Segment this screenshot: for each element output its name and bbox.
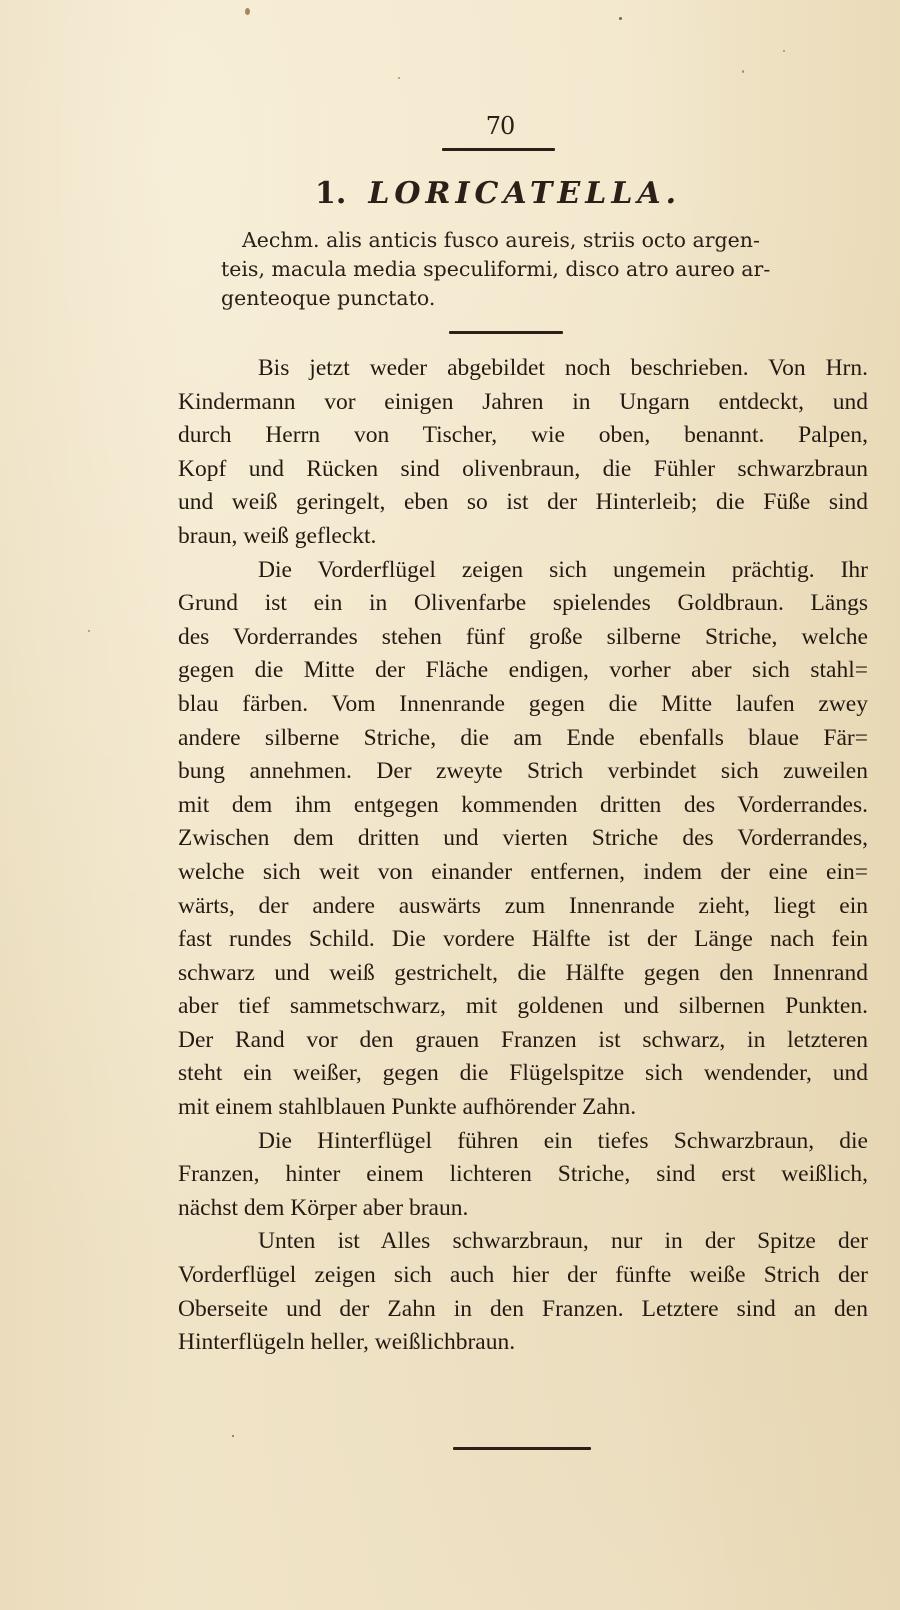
header-rule [442, 148, 555, 151]
text-line: Der Rand vor den grauen Franzen ist schwarz, in letzteren [178, 1026, 868, 1053]
paper-speck [783, 50, 785, 52]
paper-speck [398, 77, 400, 79]
section-rule [449, 331, 563, 334]
text-line: und weiß geringelt, eben so ist der Hinterleib; die Füße sind [178, 489, 868, 516]
text-line: wärts, der andere auswärts zum Innenrande zieht, liegt ein [178, 892, 868, 919]
paper-speck [88, 630, 90, 632]
text-line: fast rundes Schild. Die vordere Hälfte ist der Länge nach fein [178, 926, 868, 953]
text-line: Kindermann vor einigen Jahren in Ungarn entdeckt, und [178, 388, 868, 415]
text-line: aber tief sammetschwarz, mit goldenen und silbernen Punkten. [178, 993, 868, 1020]
text-line: braun, weiß gefleckt. [178, 522, 377, 549]
text-line: Grund ist ein in Olivenfarbe spielendes Goldbraun. Längs [178, 590, 868, 617]
text-line: Die Vorderflügel zeigen sich ungemein prächtig. Ihr [258, 556, 868, 583]
text-line: Vorderflügel zeigen sich auch hier der fünfte weiße Strich der [178, 1262, 868, 1289]
text-line: Oberseite und der Zahn in den Franzen. Letztere sind an den [178, 1295, 868, 1322]
species-number: 1. [315, 176, 347, 211]
text-line: mit einem stahlblauen Punkte aufhörender Zahn. [178, 1094, 637, 1121]
text-line: welche sich weit von einander entfernen, indem der eine ein= [178, 858, 868, 885]
paper-speck [742, 70, 744, 73]
text-line: Zwischen dem dritten und vierten Striche des Vorderrandes, [178, 825, 868, 852]
text-line: Unten ist Alles schwarzbraun, nur in der Spitze der [258, 1228, 868, 1255]
text-line: des Vorderrandes stehen fünf große silberne Striche, welche [178, 623, 868, 650]
text-line: Bis jetzt weder abgebildet noch beschrieben. Von Hrn. [258, 355, 868, 381]
paper-speck [232, 1435, 234, 1437]
page-number: 70 [485, 112, 515, 140]
text-line: bung annehmen. Der zweyte Strich verbindet sich zuweilen [178, 758, 868, 785]
text-line: Hinterflügeln heller, weißlichbraun. [178, 1329, 516, 1356]
diagnosis-line: teis, macula media speculiformi, disco atro aureo ar- [221, 257, 771, 281]
text-line: mit dem ihm entgegen kommenden dritten des Vorderrandes. [178, 791, 868, 818]
paper-speck [619, 17, 622, 20]
diagnosis-line: Aechm. alis anticis fusco aureis, striis octo argen- [242, 228, 760, 252]
text-line: gegen die Mitte der Fläche endigen, vorher aber sich stahl= [178, 657, 868, 684]
latin-diagnosis [221, 226, 861, 313]
description-text [178, 352, 868, 1360]
diagnosis-line: genteoque punctato. [221, 286, 436, 310]
text-line: Die Hinterflügel führen ein tiefes Schwarzbraun, die [258, 1127, 868, 1154]
text-line: durch Herrn von Tischer, wie oben, benannt. Palpen, [178, 422, 868, 449]
species-name: LORICATELLA. [368, 176, 682, 211]
text-line: blau färben. Vom Innenrande gegen die Mitte laufen zwey [178, 690, 868, 717]
species-heading [315, 176, 681, 211]
text-line: andere silberne Striche, die am Ende ebenfalls blaue Fär= [178, 724, 868, 751]
text-line: schwarz und weiß gestrichelt, die Hälfte gegen den Innenrand [178, 959, 868, 986]
text-line: Franzen, hinter einem lichteren Striche, sind erst weißlich, [178, 1161, 868, 1188]
text-line: steht ein weißer, gegen die Flügelspitze sich wendender, und [178, 1060, 868, 1087]
text-line: Kopf und Rücken sind olivenbraun, die Fühler schwarzbraun [178, 455, 868, 482]
end-rule [453, 1447, 591, 1450]
text-line: nächst dem Körper aber braun. [178, 1194, 469, 1221]
paper-speck [245, 8, 250, 15]
